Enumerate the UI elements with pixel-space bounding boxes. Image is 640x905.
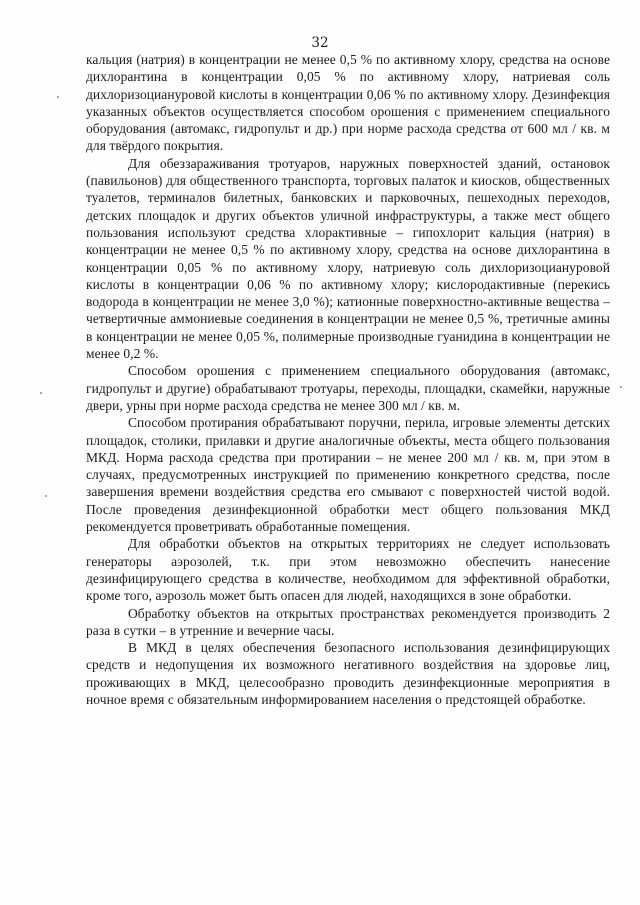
scan-speck xyxy=(45,495,47,497)
document-body xyxy=(86,51,610,708)
paragraph-continuation: кальция (натрия) в концентрации не менее 0,5 % по активному хлору, средства на основе дихлорантина в концентрации 0,05 % по активному хлору, натриевая соль дихлоризоциануровой кислоты в концентрации 0,06 % по активному хлору. Дезинфекция указанных объектов осуществляется способом орошения с применением специального оборудования (автомакс, гидропульт и др.) при норме расхода средства от 600 мл / кв. м для твёрдого покрытия. xyxy=(86,52,610,154)
paragraph-outdoor-disinfectants: Для обеззараживания тротуаров, наружных поверхностей зданий, остановок (павильонов) для общественного транспорта, торговых палаток и киосков, общественных туалетов, терминалов билетных, банковских и парковочных, пешеходных переходов, детских площадок и других объектов уличной инфраструктуры, а также мест общего пользования используют средства хлорактивные – гипохлорит кальция (натрия) в концентрации не менее 0,5 % по активному хлору, средства на основе дихлорантина в концентрации 0,05 % по активному хлору, натриевую соль дихлоризоциануровой кислоты в концентрации 0,06 % по активному хлору; кислородактивные (перекись водорода в концентрации не менее 3,0 %); катионные поверхностно-активные вещества – четвертичные аммониевые соединения в концентрации не менее 0,5 %, третичные амины в концентрации не менее 0,05 %, полимерные производные гуанидина в концентрации не менее 0,2 %. xyxy=(86,155,610,362)
paragraph-frequency: Обработку объектов на открытых пространствах рекомендуется производить 2 раза в сутки – в утренние и вечерние часы. xyxy=(86,605,610,638)
paragraph-spraying: Способом орошения с применением специального оборудования (автомакс, гидропульт и другие) обрабатывают тротуары, переходы, площадки, скамейки, наружные двери, урны при норме расхода средства не менее 300 мл / кв. м. xyxy=(86,363,610,413)
paragraph-wiping: Способом протирания обрабатывают поручни, перила, игровые элементы детских площадок, столики, прилавки и другие аналогичные объекты, места общего пользования МКД. Норма расхода средства при протирании – не менее 200 мл / кв. м, при этом в случаях, предусмотренных инструкцией по применению конкретного средства, после завершения времени воздействия средства его смывают с поверхностей чистой водой. После проведения дезинфекционной обработки мест общего пользования МКД рекомендуется проветривать обработанные помещения. xyxy=(86,415,610,535)
paragraph-night-treatment: В МКД в целях обеспечения безопасного использования дезинфицирующих средств и недопущения их возможного негативного воздействия на здоровье лиц, проживающих в МКД, целесообразно проводить дезинфекционные мероприятия в ночное время с обязательным информированием населения о предстоящей обработке. xyxy=(86,640,610,707)
scan-speck xyxy=(40,392,42,394)
page-number: 32 xyxy=(311,35,329,51)
paragraph-aerosol-warning: Для обработки объектов на открытых территориях не следует использовать генераторы аэрозолей, т.к. при этом невозможно обеспечить нанесение дезинфицирующего средства в количестве, необходимом для эффективной обработки, кроме того, аэрозоль может быть опасен для людей, находящихся в зоне обработки. xyxy=(86,536,610,604)
scan-speck xyxy=(57,96,59,98)
scan-speck xyxy=(620,386,622,388)
